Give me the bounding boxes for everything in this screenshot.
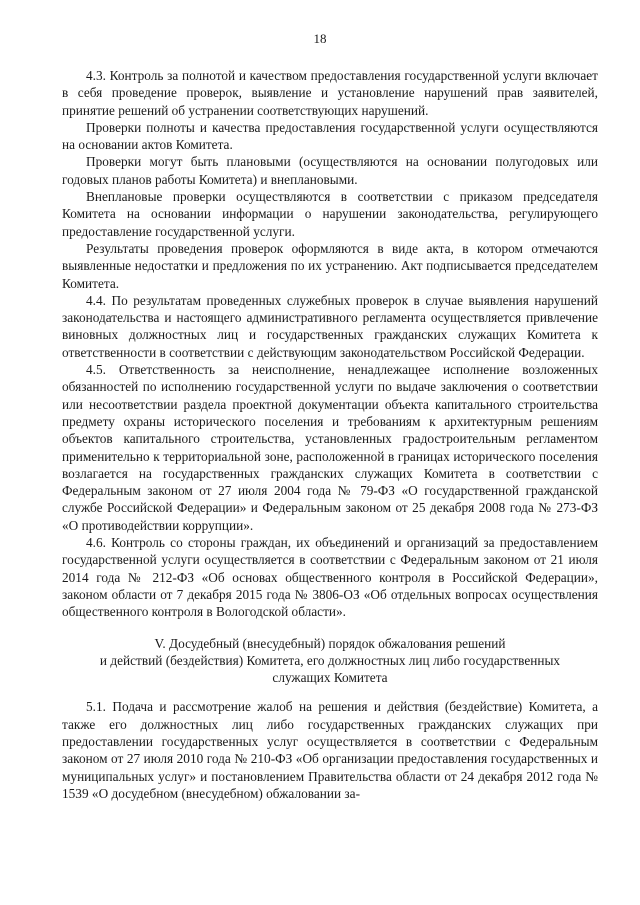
section-heading-line-1: V. Досудебный (внесудебный) порядок обжалования решений <box>154 635 506 651</box>
section-heading-line-2: и действий (бездействия) Комитета, его должностных лиц либо государственных <box>99 652 561 668</box>
paragraph-4-6: 4.6. Контроль со стороны граждан, их объединений и организаций за предоставлением государственной услуги осуществляется в соответствии с Федеральным законом от 21 июля 2014 года № 212-ФЗ «Об основах общественного контроля в Российской Федерации», законом области от 7 декабря 2015 года № 3806-ОЗ «Об отдельных вопросах осуществления общественного контроля в Вологодской области». <box>62 535 598 620</box>
paragraph-4-5: 4.5. Ответственность за неисполнение, ненадлежащее исполнение возложенных обязанностей по исполнению государственной услуги по выдаче заключения о соответствии или несоответствии раздела проектной документации объекта капитального строительства предмету охраны исторического поселения и требованиям к архитектурным решениям объектов капитального строительства, установленных градостроительным регламентом применительно к территориальной зоне, расположенной в границах исторического поселения возлагается на государственных гражданских служащих Комитета в соответствии с Федеральным законом от 27 июля 2004 года № 79-ФЗ «О государственной гражданской службе Российской Федерации» и Федеральным законом от 25 декабря 2008 года № 273-ФЗ «О противодействии коррупции». <box>62 362 598 533</box>
paragraph-checks-basis: Проверки полноты и качества предоставления государственной услуги осуществляются на основании актов Комитета. <box>62 119 598 153</box>
document-body <box>62 67 598 802</box>
paragraph-4-4: 4.4. По результатам проведенных служебных проверок в случае выявления нарушений законодательства и настоящего административного регламента осуществляется привлечение виновных должностных лиц и государственных гражданских служащих Комитета к ответственности в соответствии с действующим законодательством Российской Федерации. <box>62 292 598 360</box>
paragraph-4-3: 4.3. Контроль за полнотой и качеством предоставления государственной услуги включает в себя проведение проверок, выявление и установление нарушений прав заявителей, принятие решений об устранении соответствующих нарушений. <box>62 68 598 118</box>
section-heading-line-3: служащих Комитета <box>272 670 388 686</box>
paragraph-5-1: 5.1. Подача и рассмотрение жалоб на решения и действия (бездействие) Комитета, а также его должностных лиц либо государственных гражданских служащих при предоставлении государственных услуг осуществляется в соответствии с Федеральным законом от 27 июля 2010 года № 210-ФЗ «Об организации предоставления государственных и муниципальных услуг» и постановлением Правительства области от 24 декабря 2012 года № 1539 «О досудебном (внесудебном) обжаловании за- <box>62 699 598 801</box>
paragraph-check-results: Результаты проведения проверок оформляются в виде акта, в котором отмечаются выявленные недостатки и предложения по их устранению. Акт подписывается председателем Комитета. <box>62 240 598 291</box>
page-number: 18 <box>313 31 327 46</box>
section-v-heading <box>62 635 598 687</box>
paragraph-checks-types: Проверки могут быть плановыми (осуществляются на основании полугодовых или годовых планов работы Комитета) и внеплановыми. <box>62 154 598 187</box>
paragraph-unscheduled-checks: Внеплановые проверки осуществляются в соответствии с приказом председателя Комитета на основании информации о нарушении законодательства, регулирующего предоставление государственной услуги. <box>62 189 598 239</box>
